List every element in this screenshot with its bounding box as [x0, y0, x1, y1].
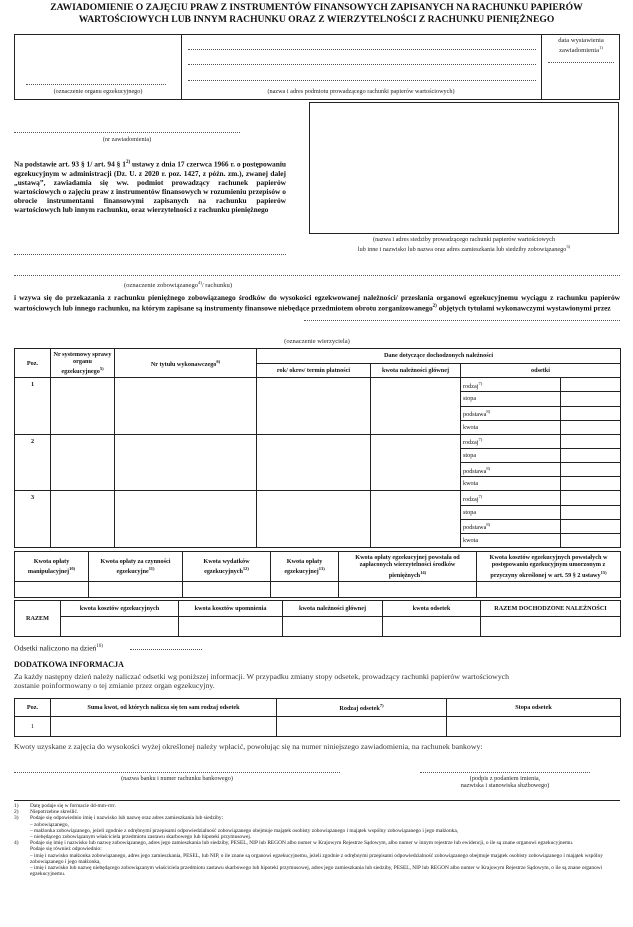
totals-interest-value[interactable]: [383, 617, 481, 637]
footnotes: [14, 803, 620, 877]
footnote-text: Datę podaje się w formacie dd-mm-rrrr.: [30, 803, 116, 809]
totals-costs-value[interactable]: [61, 617, 179, 637]
totals-claims-value[interactable]: [481, 617, 621, 637]
row-2-basis-sup: 8): [486, 465, 491, 471]
date-label: [543, 37, 619, 55]
fee-manipulation: [15, 552, 89, 582]
col-period: rok/ okres/ termin płatności: [257, 364, 371, 378]
fee-discontinued-text: Kwota kosztów egzekucyjnych powstałych w postępowaniu egzekucyjnym umorzonym z przyczyny określonej w art. 59 § 2 ustawy: [489, 554, 608, 579]
organ-field[interactable]: [26, 84, 166, 85]
fee-activities: [89, 552, 183, 582]
fee-expenses-sup: 12): [242, 565, 249, 571]
fee-expenses-text: Kwota wydatków egzekucyjnych: [203, 557, 250, 576]
additional-text-1: Za każdy następny dzień należy naliczać odsetki wg poniższej informacji. W przypadku zmiany stopy odsetek, prowadzący rachunki papierów wartościowych: [14, 672, 510, 681]
row-1-basis-value[interactable]: [561, 406, 621, 420]
col-poz: Poz.: [15, 349, 51, 378]
row-3-basis-label: podstawa: [463, 524, 487, 532]
footnote-text: – zobowiązanego,: [30, 821, 69, 828]
row-1-title[interactable]: [115, 378, 257, 435]
fee-expenses-value[interactable]: [183, 582, 271, 598]
row-1-rate-value[interactable]: [561, 392, 621, 406]
legal-basis: Na podstawie art. 93 § 1/ art. 94 § 1: [14, 159, 126, 169]
row-3-basis-sup: 8): [486, 522, 491, 528]
footnote: [14, 853, 620, 865]
row-2-basis-label: podstawa: [463, 467, 487, 475]
main-table: [14, 348, 621, 548]
holder-caption-sup: 3): [566, 244, 571, 250]
holder-caption-2-text: lub inne i nazwisko lub nazwa oraz adres zamieszkania lub siedziby zobowiązanego: [357, 246, 567, 254]
additional-heading: DODATKOWA INFORMACJA: [14, 660, 124, 669]
row-3-rate: stopa: [461, 505, 561, 519]
legal-basis-sup: 2): [125, 160, 131, 165]
row-1-period[interactable]: [257, 378, 371, 435]
row-2-poz: 2: [15, 434, 51, 491]
col-title-number-text: Nr tytułu wykonawczego: [150, 361, 217, 369]
interest-col-type-text: Rodzaj odsetek: [339, 705, 380, 713]
row-3-basis: [461, 519, 561, 533]
holder-box[interactable]: [309, 102, 619, 234]
signature-caption-2: nazwiska i stanowiska służbowego): [460, 782, 550, 790]
fee-expenses: [183, 552, 271, 582]
creditor-field[interactable]: [304, 320, 620, 321]
row-1-type: [461, 378, 561, 392]
interest-date-label: Odsetki naliczono na dzień: [14, 643, 97, 653]
row-3-type-label: rodzaj: [463, 495, 479, 503]
bank-account-field[interactable]: [14, 772, 340, 773]
interest-table: [14, 698, 621, 737]
footnote-number: 4): [14, 840, 19, 847]
row-2-type-sup: 7): [478, 437, 483, 443]
col-claims-data: Dane dotyczące dochodzonych należności: [257, 349, 621, 364]
row-3-amount-value[interactable]: [561, 533, 621, 547]
notice-number-field[interactable]: [14, 132, 240, 133]
row-3-period[interactable]: [257, 491, 371, 548]
fee-enforcement: [271, 552, 339, 582]
footnote-number: [14, 853, 30, 865]
footnote: [14, 865, 620, 877]
row-3-type: [461, 491, 561, 505]
entity-caption: (nazwa i adres podmiotu prowadzącego rachunki papierów wartościowych): [267, 88, 455, 95]
header-divider-1: [181, 34, 182, 100]
additional-text: [14, 672, 620, 691]
legal-basis-text: [14, 158, 286, 215]
interest-col-rate: Stopa odsetek: [447, 699, 621, 717]
row-1-type-value[interactable]: [561, 378, 621, 392]
fee-discontinued-value[interactable]: [477, 582, 621, 598]
fee-enforcement-sup: 13): [318, 565, 325, 571]
footnote-text: – małżonka zobowiązanego, jeżeli zgodnie z odrębnymi przepisami odpowiedzialność zobowiązanego obejmuje majątek osobisty zobowiązanego i majątek wspólny zobowiązanego i jego małżonka,: [30, 827, 459, 834]
row-3-type-sup: 7): [478, 493, 483, 499]
additional-text-2: zostanie poinformowany o tej zmianie przez organ egzekucyjny.: [14, 681, 215, 691]
obliged-caption-sup: 4): [198, 280, 202, 285]
entity-field-line-2[interactable]: [188, 64, 536, 65]
fee-manipulation-value[interactable]: [15, 582, 89, 598]
row-1-amount: kwota: [461, 420, 561, 434]
holder-caption-2: [305, 243, 623, 253]
totals-interest: kwota odsetek: [383, 601, 481, 617]
entity-field-line-1[interactable]: [188, 49, 536, 50]
obliged-caption-end: / rachunku): [201, 282, 233, 290]
row-1-poz: 1: [15, 378, 51, 435]
signature-field[interactable]: [420, 772, 590, 773]
row-2-case[interactable]: [51, 434, 115, 491]
fee-activities-value[interactable]: [89, 582, 183, 598]
row-2-amount: kwota: [461, 477, 561, 491]
col-title-number: [115, 349, 257, 378]
fee-discontinued-sup: 15): [600, 569, 607, 575]
footnote-text: Podaje się również odpowiednio:: [30, 846, 102, 853]
fee-enforcement-text: Kwota opłaty egzekucyjnej: [284, 557, 323, 576]
row-2-title[interactable]: [115, 434, 257, 491]
row-2-type-label: rodzaj: [463, 439, 479, 447]
totals-label: RAZEM: [15, 601, 61, 637]
creditor-caption: (oznaczenie wierzyciela): [284, 338, 350, 345]
footnote-text: – niebędącego zobowiązanym właściciela przedmiotu zastawu skarbowego lub hipoteki przymusowej.: [30, 834, 252, 841]
fee-enforcement-paid-text: Kwota opłaty egzekucyjnej powstała od zapłaconych wierzytelności środków pieniężnych: [355, 554, 460, 579]
fee-activities-sup: 11): [148, 565, 155, 571]
fees-table: [14, 551, 621, 598]
date-label-line-1: data wystawienia: [558, 37, 604, 44]
row-1-basis-label: podstawa: [463, 411, 487, 419]
fee-manipulation-text: Kwota opłaty manipulacyjnej: [27, 557, 70, 576]
row-2-rate: stopa: [461, 448, 561, 462]
footnote-number: 1): [14, 803, 19, 809]
fee-enforcement-value[interactable]: [271, 582, 339, 598]
fee-discontinued: [477, 552, 621, 582]
title-line-1: ZAWIADOMIENIE O ZAJĘCIU PRAW Z INSTRUMENTÓW FINANSOWYCH ZAPISANYCH NA RACHUNKU PAPIERÓW: [50, 2, 583, 13]
bank-account-caption: (nazwa banku i numer rachunku bankowego): [121, 775, 233, 782]
row-3-rate-value[interactable]: [561, 505, 621, 519]
header-divider-2: [541, 34, 542, 100]
footnote-text: – imię i nazwisko lub nazwę niebędącego zobowiązanym właściciela przedmiotu zastawu skarbowego lub hipoteki przymusowej, adres jego zamieszkania lub siedziby, PESEL, NIP lub REGON albo numer w Krajowym Rejestrze Sądowym, o ile są znane organowi egzekucyjnemu.: [30, 865, 603, 878]
totals-claims: RAZEM DOCHODZONE NALEŻNOŚCI: [481, 601, 621, 617]
call-text-end: objętych tytułami wykonawczymi wystawionymi przez: [436, 303, 611, 313]
footnote-text: Niepotrzebne skreślić.: [30, 809, 79, 816]
obliged-caption-text: (oznaczenie zobowiązanego: [123, 282, 199, 290]
row-3-basis-value[interactable]: [561, 519, 621, 533]
row-2-rate-value[interactable]: [561, 448, 621, 462]
interest-col-poz: Poz.: [15, 699, 51, 717]
call-text-sup: 2): [432, 304, 437, 310]
totals-table: [14, 600, 621, 637]
row-1-amount-value[interactable]: [561, 420, 621, 434]
holder-caption: [305, 236, 623, 254]
col-case-number-sup: 5): [99, 366, 104, 372]
col-principal: kwota należności głównej: [371, 364, 461, 378]
col-case-number-text: Nr systemowy sprawy organu egzekucyjnego: [53, 350, 112, 376]
fee-activities-text: Kwota opłaty za czynności egzekucyjne: [100, 557, 171, 576]
totals-costs: kwota kosztów egzekucyjnych: [61, 601, 179, 617]
interest-col-type-sup: 7): [379, 703, 384, 709]
notice-number-caption: (nr zawiadomienia): [102, 136, 152, 143]
footnote-text: Podaje się odpowiednio imię i nazwisko lub nazwę oraz adres zamieszkania lub siedziby:: [30, 815, 224, 822]
title-line-2: WARTOŚCIOWYCH LUB INNYM RACHUNKU ORAZ Z WIERZYTELNOŚCI Z RACHUNKU PIENIĘŻNEGO: [78, 14, 555, 25]
fee-enforcement-paid-sup: 14): [420, 569, 427, 575]
totals-reminder: kwota kosztów upomnienia: [179, 601, 283, 617]
row-2-basis: [461, 463, 561, 477]
row-3-principal[interactable]: [371, 491, 461, 548]
row-1-principal[interactable]: [371, 378, 461, 435]
row-1-basis-sup: 8): [486, 409, 491, 414]
interest-row-sum[interactable]: [51, 717, 277, 737]
footnote-number: 3): [14, 815, 19, 822]
totals-principal: kwota należności głównej: [283, 601, 383, 617]
footnote: [14, 840, 620, 846]
row-1-basis: [461, 406, 561, 420]
footnote-number: 2): [14, 809, 19, 816]
footnote-text: Podaje się imię i nazwisko lub nazwę zobowiązanego, adres jego zamieszkania lub siedziby, PESEL, NIP lub REGON albo numer w Krajowym Rejestrze Sądowym, albo numer w innym rejestrze lub ewidencji, o ile są znane organowi egzekucyjnemu.: [30, 840, 574, 847]
row-3-type-value[interactable]: [561, 491, 621, 505]
legal-fill-line[interactable]: [14, 254, 286, 255]
row-1-rate: stopa: [461, 392, 561, 406]
call-text-body: i wzywa się do przekazania z rachunku pieniężnego zobowiązanego środków do wysokości egzekwowanej należności/ przesłania organowi egzekucyjnemu wyciągu z rachunku papierów wartościowych lub innego rachunku, na którym zapisane są instrumenty finansowe niebędące przedmiotem obrotu zorganizowanego: [14, 293, 620, 313]
row-3-poz: 3: [15, 491, 51, 548]
interest-row-poz: 1: [15, 717, 51, 737]
row-2-amount-value[interactable]: [561, 477, 621, 491]
row-3-title[interactable]: [115, 491, 257, 548]
date-label-sup: 1): [599, 45, 603, 51]
interest-col-type: [277, 699, 447, 717]
row-3-case[interactable]: [51, 491, 115, 548]
signature-caption-1: (podpis z podaniem imienia,: [469, 775, 541, 782]
row-2-basis-value[interactable]: [561, 463, 621, 477]
entity-field-line-3[interactable]: [188, 80, 536, 81]
document-title: [0, 2, 633, 26]
fee-manipulation-sup: 10): [69, 565, 76, 571]
interest-row-rate[interactable]: [447, 717, 621, 737]
fee-enforcement-paid: [339, 552, 477, 582]
fee-enforcement-paid-value[interactable]: [339, 582, 477, 598]
interest-date-field[interactable]: [130, 649, 202, 650]
organ-caption: (oznaczenie organu egzekucyjnego): [53, 88, 143, 95]
row-2-type: [461, 434, 561, 448]
obliged-field[interactable]: [14, 275, 620, 276]
row-1-type-sup: 7): [478, 380, 483, 386]
payment-text: Kwoty uzyskane z zajęcia do wysokości wyżej określonej należy wpłacić, powołując się na numer niniejszego zawiadomienia, na rachunek bankowy:: [14, 742, 483, 751]
interest-date-line: [14, 642, 103, 653]
row-1-case[interactable]: [51, 378, 115, 435]
row-3-amount: kwota: [461, 533, 561, 547]
date-field[interactable]: [548, 62, 614, 63]
footnote-separator: [14, 800, 620, 801]
col-title-number-sup: 6): [216, 359, 221, 364]
interest-date-sup: 16): [96, 644, 103, 649]
row-1-type-label: rodzaj: [463, 382, 479, 390]
holder-caption-1: (nazwa i adres siedziby prowadzącego rachunki papierów wartościowych: [373, 236, 555, 243]
signature-caption: [420, 775, 590, 790]
footnote-text: – imię i nazwisko małżonka zobowiązanego, adres jego zamieszkania, PESEL, lub NIP, o ile znane są organowi egzekucyjnemu, jeżeli zgodnie z odrębnymi przepisami odpowiedzialność zobowiązanego obejmuje majątek osobisty zobowiązanego i majątek wspólny zobowiązanego i jego małżonka,: [30, 852, 603, 865]
row-2-principal[interactable]: [371, 434, 461, 491]
row-2-period[interactable]: [257, 434, 371, 491]
totals-principal-value[interactable]: [283, 617, 383, 637]
interest-row-type[interactable]: [277, 717, 447, 737]
col-interest: odsetki: [461, 364, 621, 378]
interest-col-sum: Suma kwot, od których nalicza się ten sam rodzaj odsetek: [51, 699, 277, 717]
call-text: [14, 293, 620, 313]
legal-basis-rest: ustawy z dnia 17 czerwca 1966 r. o postępowaniu egzekucyjnym w administracji (Dz. U. z 2020 r. poz. 1427, z późn. zm.), zwanej dalej „ustawą”, zawiadamia się ww. podmiot prowadzący rachunek papierów wartościowych o zajęciu praw z instrumentów finansowych w rozumieniu przepisów o obrocie instrumentami finansowymi zapisanych na rachunku papierów wartościowych lub innym rachunku, oraz wierzytelności z rachunku pieniężnego: [14, 159, 287, 215]
date-label-line-2: [543, 44, 619, 55]
col-case-number: [51, 349, 115, 378]
footnote-number: [14, 865, 30, 877]
obliged-caption: [14, 279, 342, 290]
totals-reminder-value[interactable]: [179, 617, 283, 637]
date-label-text: zawiadomienia: [559, 47, 600, 55]
row-2-type-value[interactable]: [561, 434, 621, 448]
